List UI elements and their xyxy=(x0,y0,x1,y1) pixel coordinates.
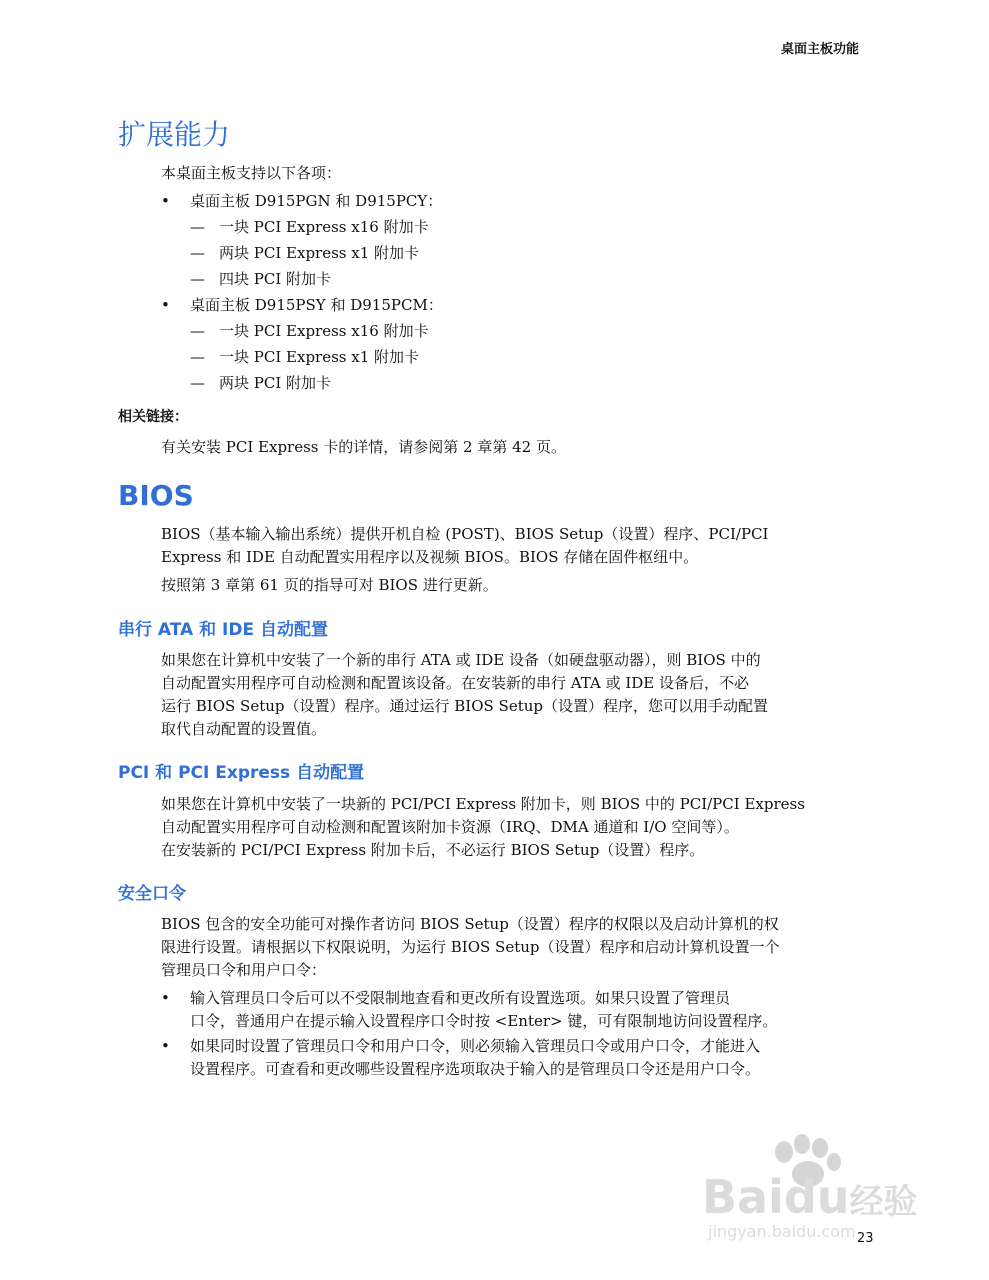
section-title-expansion: 扩展能力 xyxy=(118,118,231,151)
serial-ata-line: 取代自动配置的设置值。 xyxy=(161,720,327,738)
baidu-watermark xyxy=(702,1130,932,1240)
security-bullet-both: 设置程序。可查看和更改哪些设置程序选项取决于输入的是管理员口令还是用户口令。 xyxy=(190,1060,761,1078)
running-header: 桌面主板功能 xyxy=(780,42,859,57)
security-intro-line: 限进行设置。请根据以下权限说明，为运行 BIOS Setup（设置）程序和启动计算机设置一个 xyxy=(161,938,780,956)
list-item: 两块 PCI Express x1 附加卡 xyxy=(219,244,420,262)
list-item: 一块 PCI Express x16 附加卡 xyxy=(219,322,429,340)
list-item: 四块 PCI 附加卡 xyxy=(219,270,332,288)
security-bullet-admin: 输入管理员口令后可以不受限制地查看和更改所有设置选项。如果只设置了管理员 xyxy=(190,989,731,1007)
list-item: 一块 PCI Express x1 附加卡 xyxy=(219,348,420,366)
watermark-brand-cn: 经验 xyxy=(849,1182,918,1222)
pci-express-line: 如果您在计算机中安装了一块新的 PCI/PCI Express 附加卡，则 BIOS 中的 PCI/PCI Express xyxy=(161,795,805,813)
serial-ata-line: 自动配置实用程序可自动检测和配置该设备。在安装新的串行 ATA 或 IDE 设备后，不必 xyxy=(161,674,750,692)
bios-para-line: Express 和 IDE 自动配置实用程序以及视频 BIOS。BIOS 存储在固件枢纽中。 xyxy=(161,548,699,566)
related-links-text: 有关安装 PCI Express 卡的详情，请参阅第 2 章第 42 页。 xyxy=(161,438,566,456)
bullet-icon: • xyxy=(161,989,170,1007)
security-intro-line: 管理员口令和用户口令： xyxy=(161,961,327,979)
bullet-icon: • xyxy=(161,296,170,314)
serial-ata-line: 运行 BIOS Setup（设置）程序。通过运行 BIOS Setup（设置）程序，您可以用手动配置 xyxy=(161,697,769,715)
bios-update-text: 按照第 3 章第 61 页的指导可对 BIOS 进行更新。 xyxy=(161,576,498,594)
security-intro-line: BIOS 包含的安全功能可对操作者访问 BIOS Setup（设置）程序的权限以及启动计算机的权 xyxy=(161,915,779,933)
dash-icon: — xyxy=(190,244,205,262)
pci-express-line: 自动配置实用程序可自动检测和配置该附加卡资源（IRQ、DMA 通道和 I/O 空间等）。 xyxy=(161,818,739,836)
dash-icon: — xyxy=(190,374,205,392)
serial-ata-line: 如果您在计算机中安装了一个新的串行 ATA 或 IDE 设备（如硬盘驱动器），则 BIOS 中的 xyxy=(161,651,761,669)
security-bullet-both: 如果同时设置了管理员口令和用户口令，则必须输入管理员口令或用户口令，才能进入 xyxy=(190,1037,761,1055)
dash-icon: — xyxy=(190,270,205,288)
bios-para-line: BIOS（基本输入输出系统）提供开机自检 (POST)、BIOS Setup（设置）程序、PCI/PCI xyxy=(161,525,769,543)
expansion-intro: 本桌面主板支持以下各项： xyxy=(161,164,342,182)
watermark-url: jingyan.baidu.com xyxy=(708,1222,856,1241)
dash-icon: — xyxy=(190,348,205,366)
related-links-heading: 相关链接： xyxy=(118,409,188,425)
bullet-icon: • xyxy=(161,192,170,210)
watermark-brand: Bai xyxy=(702,1170,784,1224)
list-item: 一块 PCI Express x16 附加卡 xyxy=(219,218,429,236)
bullet-icon: • xyxy=(161,1037,170,1055)
bullet-d915pgn: 桌面主板 D915PGN 和 D915PCY： xyxy=(190,192,443,210)
section-title-bios: BIOS xyxy=(118,479,194,512)
dash-icon: — xyxy=(190,322,205,340)
watermark-brand-du: du xyxy=(783,1170,850,1224)
pci-express-line: 在安装新的 PCI/PCI Express 附加卡后，不必运行 BIOS Setup（设置）程序。 xyxy=(161,841,705,859)
subsection-title-security: 安全口令 xyxy=(118,884,186,904)
security-bullet-admin: 口令，普通用户在提示输入设置程序口令时按 <Enter> 键，可有限制地访问设置程序。 xyxy=(190,1012,778,1030)
page-number: 23 xyxy=(857,1231,874,1246)
subsection-title-pci-express: PCI 和 PCI Express 自动配置 xyxy=(118,763,365,783)
dash-icon: — xyxy=(190,218,205,236)
list-item: 两块 PCI 附加卡 xyxy=(219,374,332,392)
subsection-title-serial-ata: 串行 ATA 和 IDE 自动配置 xyxy=(118,620,328,640)
bullet-d915psy: 桌面主板 D915PSY 和 D915PCM： xyxy=(190,296,443,314)
